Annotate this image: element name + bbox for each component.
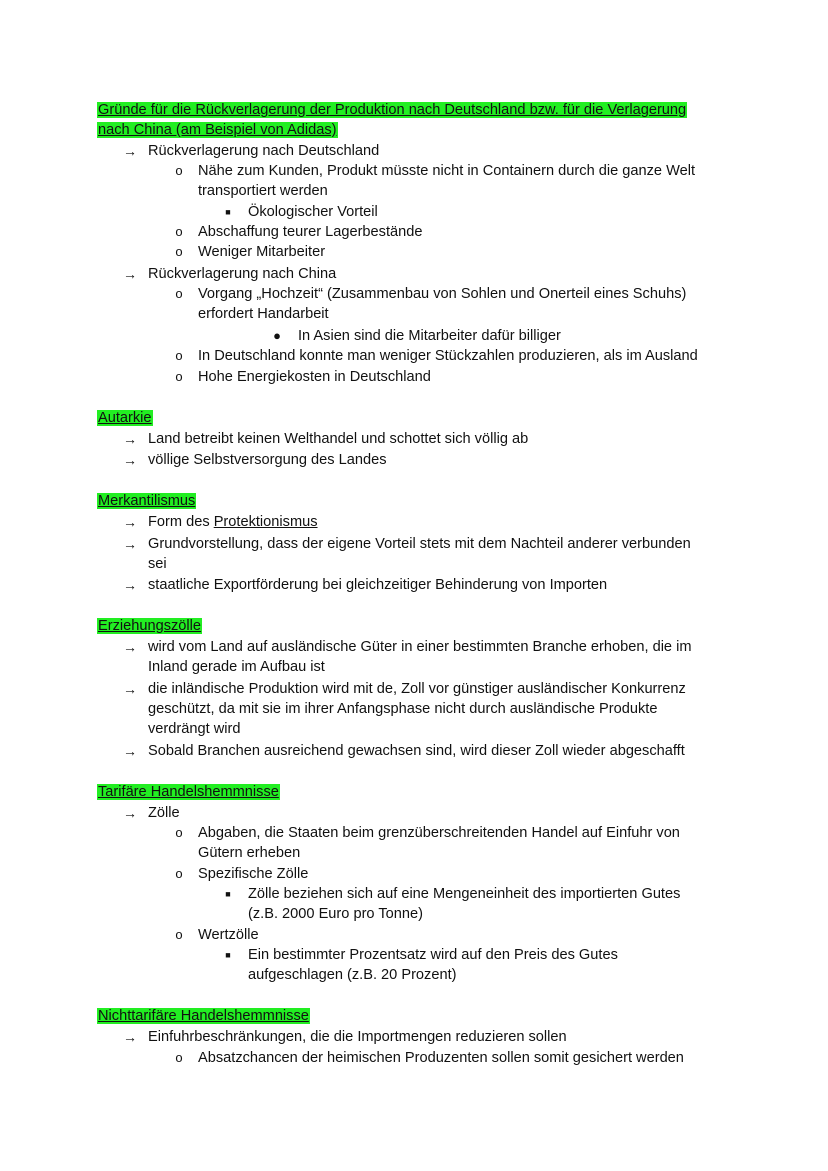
section-heading: [97, 120, 338, 140]
arrow-icon: →: [123, 266, 137, 282]
circle-bullet-icon: o: [175, 369, 183, 384]
list-item-text: Form des: [148, 514, 210, 530]
list-item-continuation: geschützt, da mit sie im ihrer Anfangsphase nicht durch ausländische Produkte: [148, 701, 658, 717]
arrow-icon: →: [123, 514, 137, 530]
circle-bullet-icon: o: [175, 825, 183, 840]
list-item: In Deutschland konnte man weniger Stückzahlen produzieren, als im Ausland: [198, 348, 698, 364]
arrow-icon: →: [123, 805, 137, 821]
list-item: Hohe Energiekosten in Deutschland: [198, 369, 431, 385]
list-item: Nähe zum Kunden, Produkt müsste nicht in Containern durch die ganze Welt: [198, 163, 696, 179]
list-item: Grundvorstellung, dass der eigene Vorteil stets mit dem Nachteil anderer verbunden: [148, 536, 691, 552]
list-item: die inländische Produktion wird mit de, Zoll vor günstiger ausländischer Konkurrenz: [148, 681, 686, 697]
list-item: Wertzölle: [198, 927, 259, 943]
circle-bullet-icon: o: [175, 866, 183, 881]
square-bullet-icon: ■: [225, 950, 231, 960]
arrow-icon: →: [123, 452, 137, 468]
arrow-icon: →: [123, 577, 137, 593]
heading-highlight: Nichttarifäre Handelshemmnisse: [98, 1008, 309, 1024]
list-item: In Asien sind die Mitarbeiter dafür billiger: [298, 328, 561, 344]
circle-bullet-icon: o: [175, 224, 183, 239]
list-item-continuation: Gütern erheben: [198, 845, 301, 861]
heading-highlight: Gründe für die Rückverlagerung der Produktion nach Deutschland bzw. für die Verlagerung: [98, 102, 687, 118]
heading-highlight: Merkantilismus: [98, 493, 196, 509]
square-bullet-icon: ■: [225, 889, 231, 899]
list-item: wird vom Land auf ausländische Güter in einer bestimmten Branche erhoben, die im: [148, 639, 692, 655]
list-item: Rückverlagerung nach China: [148, 266, 337, 282]
circle-bullet-icon: o: [175, 927, 183, 942]
list-item-continuation: transportiert werden: [198, 183, 328, 199]
underlined-term: Protektionismus: [213, 514, 318, 530]
circle-bullet-icon: o: [175, 1050, 183, 1065]
list-item: völlige Selbstversorgung des Landes: [148, 452, 387, 468]
arrow-icon: →: [123, 143, 137, 159]
dot-bullet-icon: ●: [273, 328, 281, 343]
section-heading: [97, 408, 153, 428]
circle-bullet-icon: o: [175, 244, 183, 259]
section-heading: [97, 782, 280, 802]
section-heading: [97, 1006, 310, 1026]
list-item: Vorgang „Hochzeit“ (Zusammenbau von Sohlen und Onerteil eines Schuhs): [198, 286, 687, 302]
list-item: Spezifische Zölle: [198, 866, 309, 882]
section-heading: [97, 616, 202, 636]
heading-highlight: Erziehungszölle: [98, 618, 202, 634]
arrow-icon: →: [123, 681, 137, 697]
square-bullet-icon: ■: [225, 207, 231, 217]
list-item-continuation: erfordert Handarbeit: [198, 306, 329, 322]
list-item-continuation: sei: [148, 556, 167, 572]
list-item: Sobald Branchen ausreichend gewachsen sind, wird dieser Zoll wieder abgeschafft: [148, 743, 685, 759]
list-item-continuation: Inland gerade im Aufbau ist: [148, 659, 325, 675]
list-item-continuation: aufgeschlagen (z.B. 20 Prozent): [248, 967, 457, 983]
section-heading: [97, 491, 196, 511]
heading-highlight: Autarkie: [98, 410, 152, 426]
list-item: Ökologischer Vorteil: [248, 204, 378, 220]
list-item: Rückverlagerung nach Deutschland: [148, 143, 380, 159]
arrow-icon: →: [123, 639, 137, 655]
list-item: Land betreibt keinen Welthandel und schottet sich völlig ab: [148, 431, 529, 447]
arrow-icon: →: [123, 743, 137, 759]
circle-bullet-icon: o: [175, 286, 183, 301]
list-item: Zölle beziehen sich auf eine Mengeneinheit des importierten Gutes: [248, 886, 681, 902]
list-item: Abschaffung teurer Lagerbestände: [198, 224, 423, 240]
list-item-continuation: verdrängt wird: [148, 721, 241, 737]
list-item: Absatzchancen der heimischen Produzenten sollen somit gesichert werden: [198, 1050, 684, 1066]
list-item: Einfuhrbeschränkungen, die die Importmengen reduzieren sollen: [148, 1029, 567, 1045]
heading-highlight: nach China (am Beispiel von Adidas): [98, 122, 337, 138]
heading-highlight: Tarifäre Handelshemmnisse: [98, 784, 279, 800]
arrow-icon: →: [123, 536, 137, 552]
circle-bullet-icon: o: [175, 348, 183, 363]
circle-bullet-icon: o: [175, 163, 183, 178]
list-item-continuation: (z.B. 2000 Euro pro Tonne): [248, 906, 423, 922]
section-heading: [97, 100, 687, 120]
list-item: Abgaben, die Staaten beim grenzüberschreitenden Handel auf Einfuhr von: [198, 825, 680, 841]
list-item: staatliche Exportförderung bei gleichzeitiger Behinderung von Importen: [148, 577, 608, 593]
list-item: Weniger Mitarbeiter: [198, 244, 326, 260]
list-item: Zölle: [148, 805, 180, 821]
arrow-icon: →: [123, 431, 137, 447]
arrow-icon: →: [123, 1029, 137, 1045]
list-item: Ein bestimmter Prozentsatz wird auf den Preis des Gutes: [248, 947, 618, 963]
list-item: [148, 512, 318, 532]
